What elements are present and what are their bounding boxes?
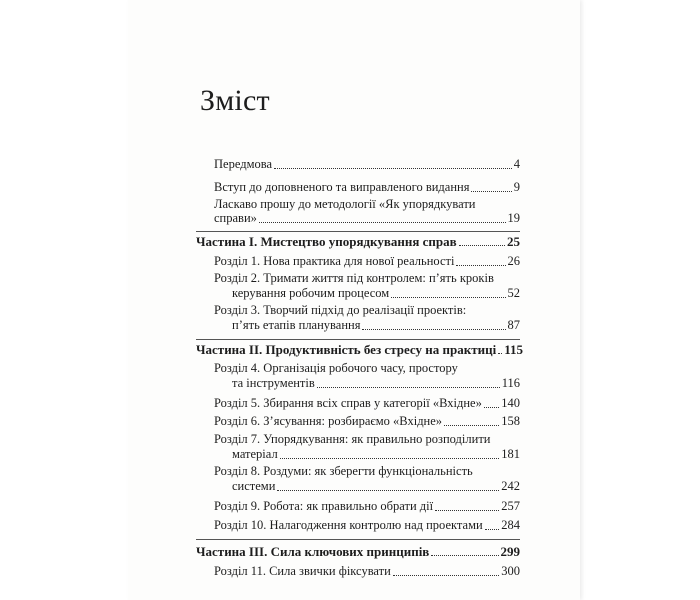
- toc-entry-page: 158: [501, 414, 520, 428]
- toc-part-2[interactable]: [196, 342, 523, 357]
- toc-part-page: 299: [500, 544, 520, 559]
- toc-chapter-2[interactable]: [214, 286, 520, 301]
- toc-entry-welcome-line1: Ласкаво прошу до методології «Як упорядкувати: [214, 197, 476, 211]
- leader-dots: [435, 510, 499, 511]
- toc-part-label: Частина ІІ. Продуктивність без стресу на практиці: [196, 342, 497, 357]
- toc-entry-label: системи: [232, 479, 276, 493]
- toc-entry-label: та інструментів: [232, 376, 315, 390]
- toc-part-page: 25: [507, 234, 520, 249]
- leader-dots: [317, 387, 500, 388]
- leader-dots: [498, 353, 502, 354]
- section-divider: [196, 339, 520, 340]
- leader-dots: [393, 575, 499, 576]
- toc-entry-page: 181: [501, 447, 520, 461]
- toc-chapter-5[interactable]: [214, 396, 520, 411]
- leader-dots: [484, 407, 499, 408]
- toc-entry-foreword[interactable]: [214, 157, 520, 172]
- leader-dots: [274, 168, 512, 169]
- toc-chapter-2-line1: Розділ 2. Тримати життя під контролем: п’ять кроків: [214, 271, 494, 285]
- page-title: Зміст: [200, 84, 270, 117]
- toc-entry-label: матеріал: [232, 447, 278, 461]
- leader-dots: [485, 529, 500, 530]
- toc-chapter-3-line1: Розділ 3. Творчий підхід до реалізації проектів:: [214, 303, 467, 317]
- toc-chapter-7-line1: Розділ 7. Упорядкування: як правильно розподілити: [214, 432, 491, 446]
- toc-part-label: Частина ІІІ. Сила ключових принципів: [196, 544, 430, 559]
- section-divider: [196, 539, 520, 540]
- toc-entry-page: 19: [507, 211, 520, 225]
- toc-part-page: 115: [504, 342, 523, 357]
- toc-entry-page: 4: [513, 157, 520, 171]
- toc-entry-label: п’ять етапів планування: [232, 318, 361, 332]
- toc-chapter-9[interactable]: [214, 499, 520, 514]
- leader-dots: [456, 265, 505, 266]
- toc-chapter-4-line1: Розділ 4. Організація робочого часу, простору: [214, 361, 458, 375]
- toc-entry-label: Розділ 6. З’ясування: розбираємо «Вхідне»: [214, 414, 443, 428]
- toc-entry-label: Розділ 10. Налагодження контролю над проектами: [214, 518, 483, 532]
- toc-entry-page: 52: [507, 286, 520, 300]
- leader-dots: [391, 297, 505, 298]
- toc-chapter-8-line1: Розділ 8. Роздуми: як зберегти функціональність: [214, 464, 473, 478]
- toc-entry-page: 284: [501, 518, 520, 532]
- leader-dots: [280, 458, 500, 459]
- leader-dots: [459, 245, 505, 246]
- toc-entry-page: 257: [501, 499, 520, 513]
- toc-entry-welcome[interactable]: [214, 211, 520, 226]
- toc-entry-page: 87: [507, 318, 520, 332]
- toc-entry-label: Розділ 1. Нова практика для нової реальності: [214, 254, 455, 268]
- toc-entry-label: Передмова: [214, 157, 273, 171]
- toc-chapter-3[interactable]: [214, 318, 520, 333]
- toc-chapter-11[interactable]: [214, 564, 520, 579]
- toc-entry-label: Розділ 11. Сила звички фіксувати: [214, 564, 391, 578]
- toc-entry-label: Розділ 9. Робота: як правильно обрати дії: [214, 499, 434, 513]
- section-divider: [196, 231, 520, 232]
- toc-part-1[interactable]: [196, 234, 520, 249]
- toc-chapter-6[interactable]: [214, 414, 520, 429]
- leader-dots: [277, 490, 499, 491]
- toc-entry-label: Розділ 5. Збирання всіх справ у категорії «Вхідне»: [214, 396, 482, 410]
- leader-dots: [471, 191, 511, 192]
- toc-entry-label: Вступ до доповненого та виправленого видання: [214, 180, 470, 194]
- toc-chapter-7[interactable]: [214, 447, 520, 462]
- leader-dots: [259, 222, 506, 223]
- toc-entry-page: 116: [501, 376, 520, 390]
- toc-entry-page: 300: [501, 564, 520, 578]
- toc-entry-page: 26: [507, 254, 520, 268]
- toc-entry-page: 9: [513, 180, 520, 194]
- leader-dots: [444, 425, 499, 426]
- toc-entry-label: керування робочим процесом: [232, 286, 390, 300]
- leader-dots: [431, 555, 498, 556]
- toc-chapter-8[interactable]: [214, 479, 520, 494]
- toc-chapter-4[interactable]: [214, 376, 520, 391]
- toc-part-label: Частина І. Мистецтво упорядкування справ: [196, 234, 457, 249]
- toc-part-3[interactable]: [196, 544, 520, 559]
- toc-entry-intro[interactable]: [214, 180, 520, 195]
- toc-entry-page: 140: [501, 396, 520, 410]
- toc-entry-label: справи»: [214, 211, 257, 225]
- leader-dots: [362, 329, 505, 330]
- toc-entry-page: 242: [501, 479, 520, 493]
- toc-chapter-10[interactable]: [214, 518, 520, 533]
- toc-chapter-1[interactable]: [214, 254, 520, 269]
